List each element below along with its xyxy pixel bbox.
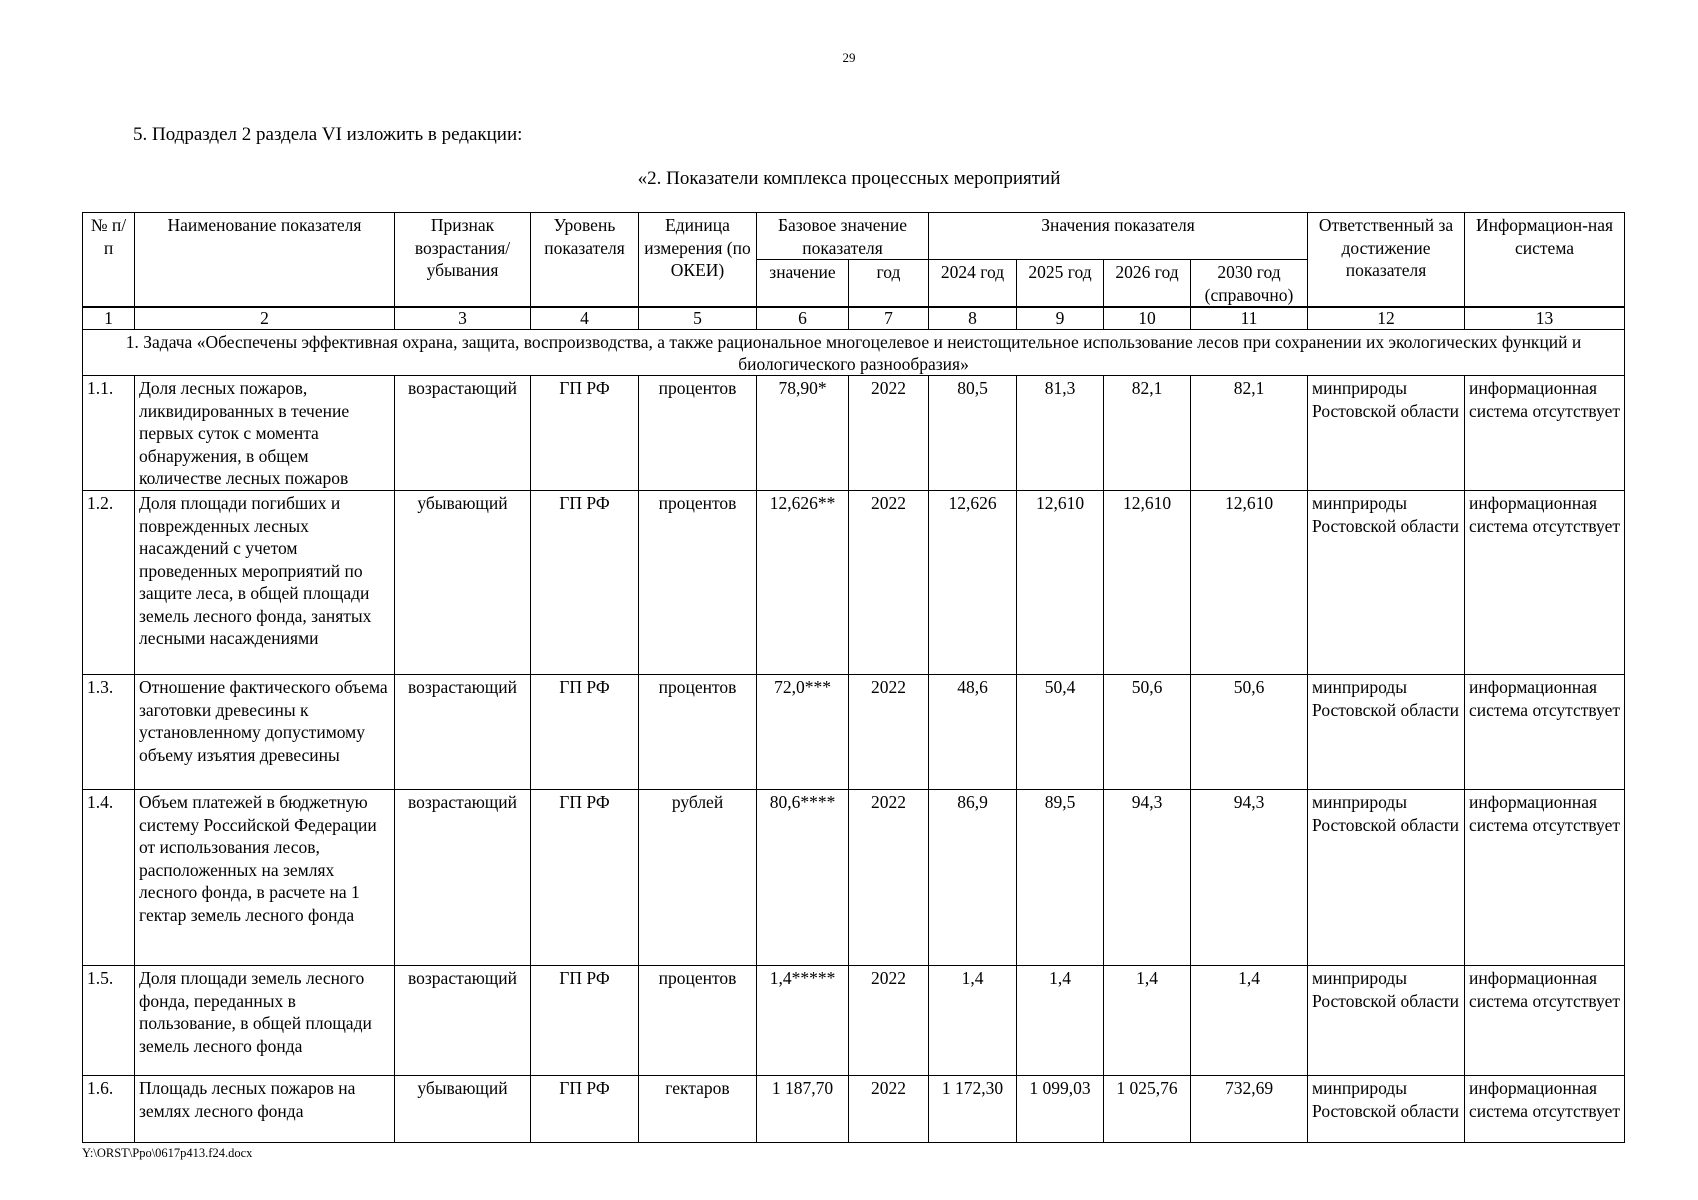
column-number: 1 bbox=[83, 307, 135, 330]
row-base-value: 80,6**** bbox=[757, 790, 849, 966]
table-row bbox=[83, 1076, 1625, 1143]
row-level: ГП РФ bbox=[531, 491, 639, 675]
row-base-value: 1 187,70 bbox=[757, 1076, 849, 1143]
row-unit: гектаров bbox=[639, 1076, 757, 1143]
row-base-value: 78,90* bbox=[757, 376, 849, 491]
header-2024: 2024 год bbox=[929, 260, 1017, 308]
row-responsible: минприроды Ростовской области bbox=[1308, 966, 1465, 1076]
row-2026: 50,6 bbox=[1104, 675, 1191, 790]
page-number: 29 bbox=[842, 50, 856, 65]
column-number: 13 bbox=[1465, 307, 1625, 330]
row-name: Объем платежей в бюджетную систему Российской Федерации от использования лесов, расположенных на землях лесного фонда, в расчете на 1 гектар земель лесного фонда bbox=[135, 790, 395, 966]
indicators-table-container bbox=[82, 212, 1624, 1143]
header-unit: Единица измерения (по ОКЕИ) bbox=[639, 213, 757, 308]
column-numbers-row bbox=[83, 307, 1625, 330]
header-responsible: Ответственный за достижение показателя bbox=[1308, 213, 1465, 308]
row-2030: 82,1 bbox=[1191, 376, 1308, 491]
row-2025: 50,4 bbox=[1017, 675, 1104, 790]
row-name: Доля площади погибших и поврежденных лесных насаждений с учетом проведенных мероприятий по защите леса, в общей площади земель лесного фонда, занятых лесными насаждениями bbox=[135, 491, 395, 675]
row-info: информационная система отсутствует bbox=[1465, 1076, 1625, 1143]
table-row bbox=[83, 675, 1625, 790]
row-unit: рублей bbox=[639, 790, 757, 966]
row-sign: возрастающий bbox=[395, 675, 531, 790]
row-sign: возрастающий bbox=[395, 376, 531, 491]
row-num: 1.4. bbox=[83, 790, 135, 966]
row-base-year: 2022 bbox=[849, 1076, 929, 1143]
table-row bbox=[83, 376, 1625, 491]
intro-text: 5. Подраздел 2 раздела VI изложить в редакции: bbox=[133, 124, 523, 145]
header-base: Базовое значение показателя bbox=[757, 213, 929, 260]
row-2030: 94,3 bbox=[1191, 790, 1308, 966]
column-number: 5 bbox=[639, 307, 757, 330]
row-info: информационная система отсутствует bbox=[1465, 675, 1625, 790]
table-row bbox=[83, 966, 1625, 1076]
row-sign: убывающий bbox=[395, 491, 531, 675]
row-num: 1.6. bbox=[83, 1076, 135, 1143]
header-sign: Признак возрастания/ убывания bbox=[395, 213, 531, 308]
row-base-value: 1,4***** bbox=[757, 966, 849, 1076]
row-2024: 1,4 bbox=[929, 966, 1017, 1076]
row-name: Площадь лесных пожаров на землях лесного фонда bbox=[135, 1076, 395, 1143]
row-base-year: 2022 bbox=[849, 376, 929, 491]
row-level: ГП РФ bbox=[531, 1076, 639, 1143]
column-number: 10 bbox=[1104, 307, 1191, 330]
header-2030: 2030 год (справочно) bbox=[1191, 260, 1308, 308]
table-row bbox=[83, 790, 1625, 966]
row-num: 1.1. bbox=[83, 376, 135, 491]
indicators-table bbox=[82, 212, 1625, 1143]
row-sign: убывающий bbox=[395, 1076, 531, 1143]
header-info: Информацион-ная система bbox=[1465, 213, 1625, 308]
row-2025: 12,610 bbox=[1017, 491, 1104, 675]
row-num: 1.3. bbox=[83, 675, 135, 790]
table-title: «2. Показатели комплекса процессных мероприятий bbox=[637, 168, 1061, 189]
row-base-year: 2022 bbox=[849, 675, 929, 790]
header-base-value: значение bbox=[757, 260, 849, 308]
task-row bbox=[83, 330, 1625, 376]
column-number: 8 bbox=[929, 307, 1017, 330]
row-2025: 81,3 bbox=[1017, 376, 1104, 491]
row-2024: 1 172,30 bbox=[929, 1076, 1017, 1143]
row-2030: 732,69 bbox=[1191, 1076, 1308, 1143]
row-2026: 1 025,76 bbox=[1104, 1076, 1191, 1143]
task-title: 1. Задача «Обеспечены эффективная охрана, защита, воспроизводства, а также рациональное многоцелевое и неистощительное использование лесов при сохранении их экологических функций и биологического разнообразия» bbox=[83, 330, 1625, 376]
header-2026: 2026 год bbox=[1104, 260, 1191, 308]
row-unit: процентов bbox=[639, 675, 757, 790]
row-2030: 50,6 bbox=[1191, 675, 1308, 790]
header-num: № п/п bbox=[83, 213, 135, 308]
column-number: 4 bbox=[531, 307, 639, 330]
row-2024: 86,9 bbox=[929, 790, 1017, 966]
row-unit: процентов bbox=[639, 491, 757, 675]
row-info: информационная система отсутствует bbox=[1465, 491, 1625, 675]
row-sign: возрастающий bbox=[395, 966, 531, 1076]
row-num: 1.5. bbox=[83, 966, 135, 1076]
row-name: Отношение фактического объема заготовки древесины к установленному допустимому объему изъятия древесины bbox=[135, 675, 395, 790]
row-info: информационная система отсутствует bbox=[1465, 376, 1625, 491]
row-name: Доля лесных пожаров, ликвидированных в течение первых суток с момента обнаружения, в общем количестве лесных пожаров bbox=[135, 376, 395, 491]
header-level: Уровень показателя bbox=[531, 213, 639, 308]
column-number: 11 bbox=[1191, 307, 1308, 330]
row-2026: 1,4 bbox=[1104, 966, 1191, 1076]
row-unit: процентов bbox=[639, 376, 757, 491]
row-2025: 1 099,03 bbox=[1017, 1076, 1104, 1143]
column-number: 2 bbox=[135, 307, 395, 330]
row-sign: возрастающий bbox=[395, 790, 531, 966]
row-responsible: минприроды Ростовской области bbox=[1308, 1076, 1465, 1143]
row-level: ГП РФ bbox=[531, 376, 639, 491]
row-info: информационная система отсутствует bbox=[1465, 966, 1625, 1076]
header-base-year: год bbox=[849, 260, 929, 308]
row-responsible: минприроды Ростовской области bbox=[1308, 675, 1465, 790]
row-2026: 82,1 bbox=[1104, 376, 1191, 491]
header-name: Наименование показателя bbox=[135, 213, 395, 308]
row-2026: 94,3 bbox=[1104, 790, 1191, 966]
column-number: 12 bbox=[1308, 307, 1465, 330]
column-number: 7 bbox=[849, 307, 929, 330]
footer-file-path: Y:\ORST\Ppo\0617p413.f24.docx bbox=[82, 1146, 253, 1160]
row-base-year: 2022 bbox=[849, 790, 929, 966]
row-base-value: 72,0*** bbox=[757, 675, 849, 790]
row-base-year: 2022 bbox=[849, 966, 929, 1076]
row-responsible: минприроды Ростовской области bbox=[1308, 376, 1465, 491]
row-info: информационная система отсутствует bbox=[1465, 790, 1625, 966]
header-values: Значения показателя bbox=[929, 213, 1308, 260]
row-2024: 80,5 bbox=[929, 376, 1017, 491]
row-2030: 12,610 bbox=[1191, 491, 1308, 675]
row-num: 1.2. bbox=[83, 491, 135, 675]
row-2025: 89,5 bbox=[1017, 790, 1104, 966]
row-level: ГП РФ bbox=[531, 966, 639, 1076]
row-base-value: 12,626** bbox=[757, 491, 849, 675]
column-number: 9 bbox=[1017, 307, 1104, 330]
table-row bbox=[83, 491, 1625, 675]
row-2024: 12,626 bbox=[929, 491, 1017, 675]
row-level: ГП РФ bbox=[531, 675, 639, 790]
row-2026: 12,610 bbox=[1104, 491, 1191, 675]
header-2025: 2025 год bbox=[1017, 260, 1104, 308]
row-2024: 48,6 bbox=[929, 675, 1017, 790]
row-responsible: минприроды Ростовской области bbox=[1308, 491, 1465, 675]
column-number: 6 bbox=[757, 307, 849, 330]
row-2030: 1,4 bbox=[1191, 966, 1308, 1076]
row-base-year: 2022 bbox=[849, 491, 929, 675]
row-unit: процентов bbox=[639, 966, 757, 1076]
column-number: 3 bbox=[395, 307, 531, 330]
row-responsible: минприроды Ростовской области bbox=[1308, 790, 1465, 966]
row-name: Доля площади земель лесного фонда, переданных в пользование, в общей площади земель лесного фонда bbox=[135, 966, 395, 1076]
row-2025: 1,4 bbox=[1017, 966, 1104, 1076]
row-level: ГП РФ bbox=[531, 790, 639, 966]
